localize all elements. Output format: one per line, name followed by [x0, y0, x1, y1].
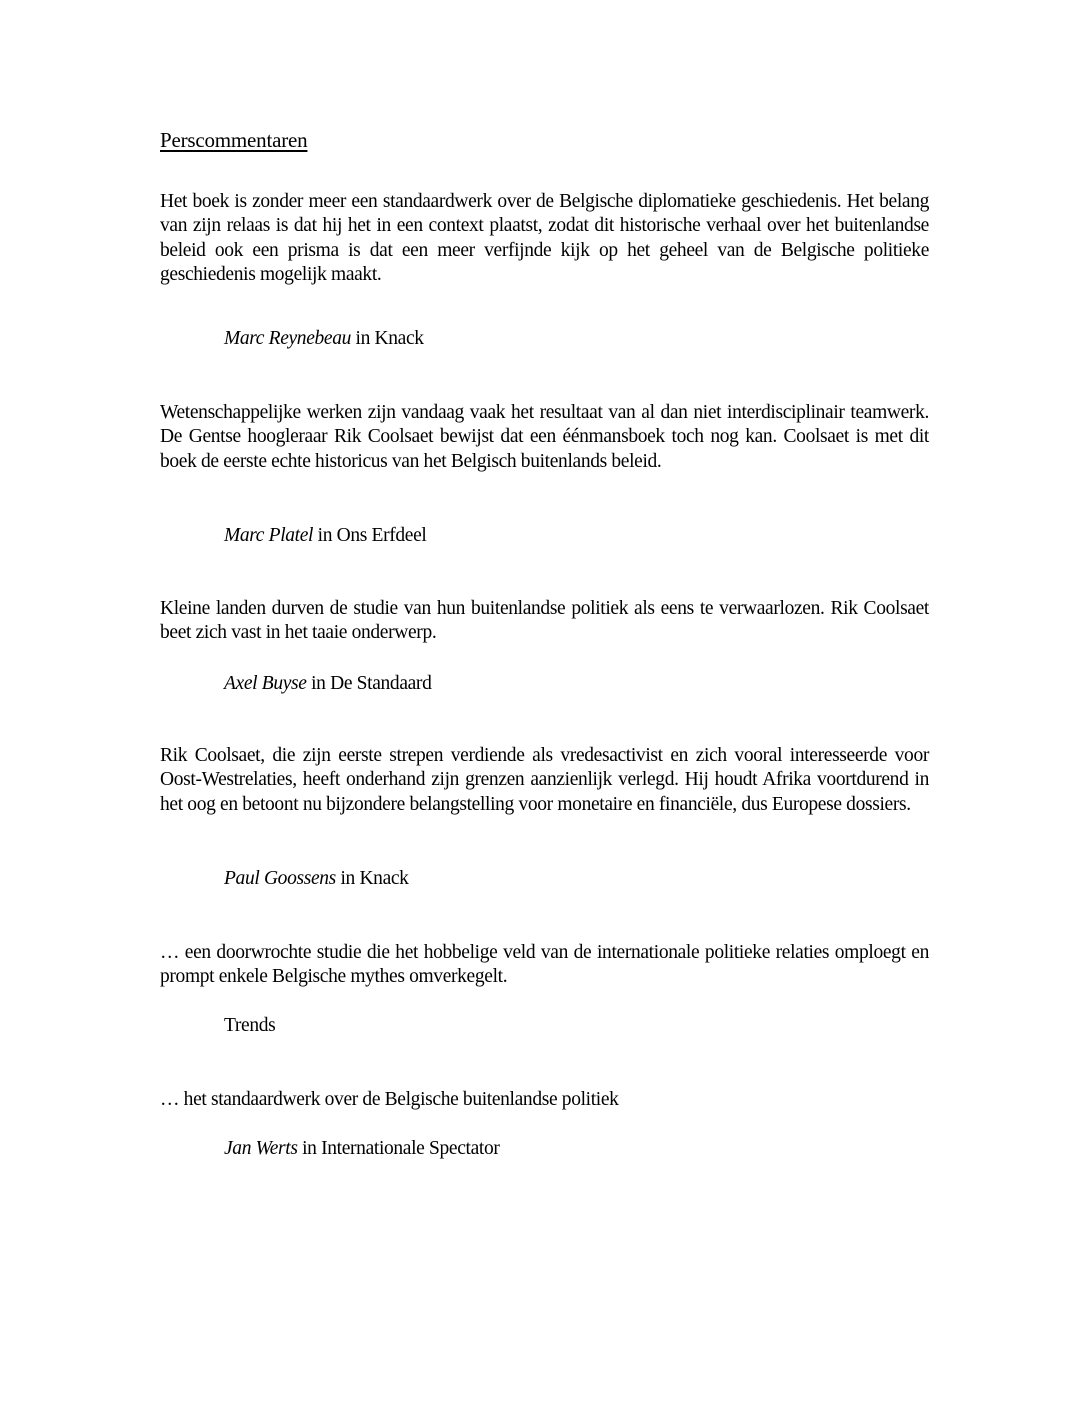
review-quote-3: Kleine landen durven de studie van hun buitenlandse politiek als eens te verwaarlozen. Rik Coolsaet beet zich vast in het taaie onderwerp. — [160, 598, 929, 644]
page-title: Perscommentaren — [160, 128, 308, 152]
review-source: Trends — [224, 1015, 276, 1036]
review-author: Marc Reynebeau — [224, 328, 352, 349]
review-attribution-2 — [224, 524, 426, 548]
review-source: in Internationale Spectator — [297, 1138, 500, 1159]
review-quote-2: Wetenschappelijke werken zijn vandaag vaak het resultaat van al dan niet interdisciplinair teamwerk. De Gentse hoogleraar Rik Coolsaet bewijst dat een éénmansboek toch nog kan. Coolsaet is met dit boek de eerste echte historicus van het Belgisch buitenlands beleid. — [160, 402, 929, 472]
review-source: in De Standaard — [306, 673, 432, 694]
review-source: in Knack — [351, 328, 424, 349]
review-author: Axel Buyse — [224, 673, 307, 694]
review-attribution-5 — [224, 1014, 275, 1038]
review-attribution-6 — [224, 1137, 500, 1161]
review-attribution-3 — [224, 672, 431, 696]
review-author: Marc Platel — [224, 525, 314, 546]
review-quote-1: Het boek is zonder meer een standaardwerk over de Belgische diplomatieke geschiedenis. Het belang van zijn relaas is dat hij het in een context plaatst, zodat dit historische verhaal over het buitenlandse beleid ook een prisma is dat een meer verfijnde kijk op het geheel van de Belgische politieke geschiedenis mogelijk maakt. — [160, 191, 929, 285]
review-quote-4: Rik Coolsaet, die zijn eerste strepen verdiende als vredesactivist en zich vooral interesseerde voor Oost-Westrelaties, heeft onderhand zijn grenzen aanzienlijk verlegd. Hij houdt Afrika voortdurend in het oog en betoont nu bijzondere belangstelling voor monetaire en financiële, dus Europese dossiers. — [160, 745, 929, 815]
review-source: in Ons Erfdeel — [313, 525, 427, 546]
review-quote-5: … een doorwrochte studie die het hobbelige veld van de internationale politieke relaties omploegt en prompt enkele Belgische mythes omverkegelt. — [160, 942, 929, 988]
review-author: Jan Werts — [224, 1138, 298, 1159]
review-author: Paul Goossens — [224, 868, 336, 889]
review-attribution-1 — [224, 327, 424, 351]
review-quote-6: … het standaardwerk over de Belgische buitenlandse politiek — [160, 1089, 619, 1110]
review-attribution-4 — [224, 867, 409, 891]
review-source: in Knack — [335, 868, 409, 889]
